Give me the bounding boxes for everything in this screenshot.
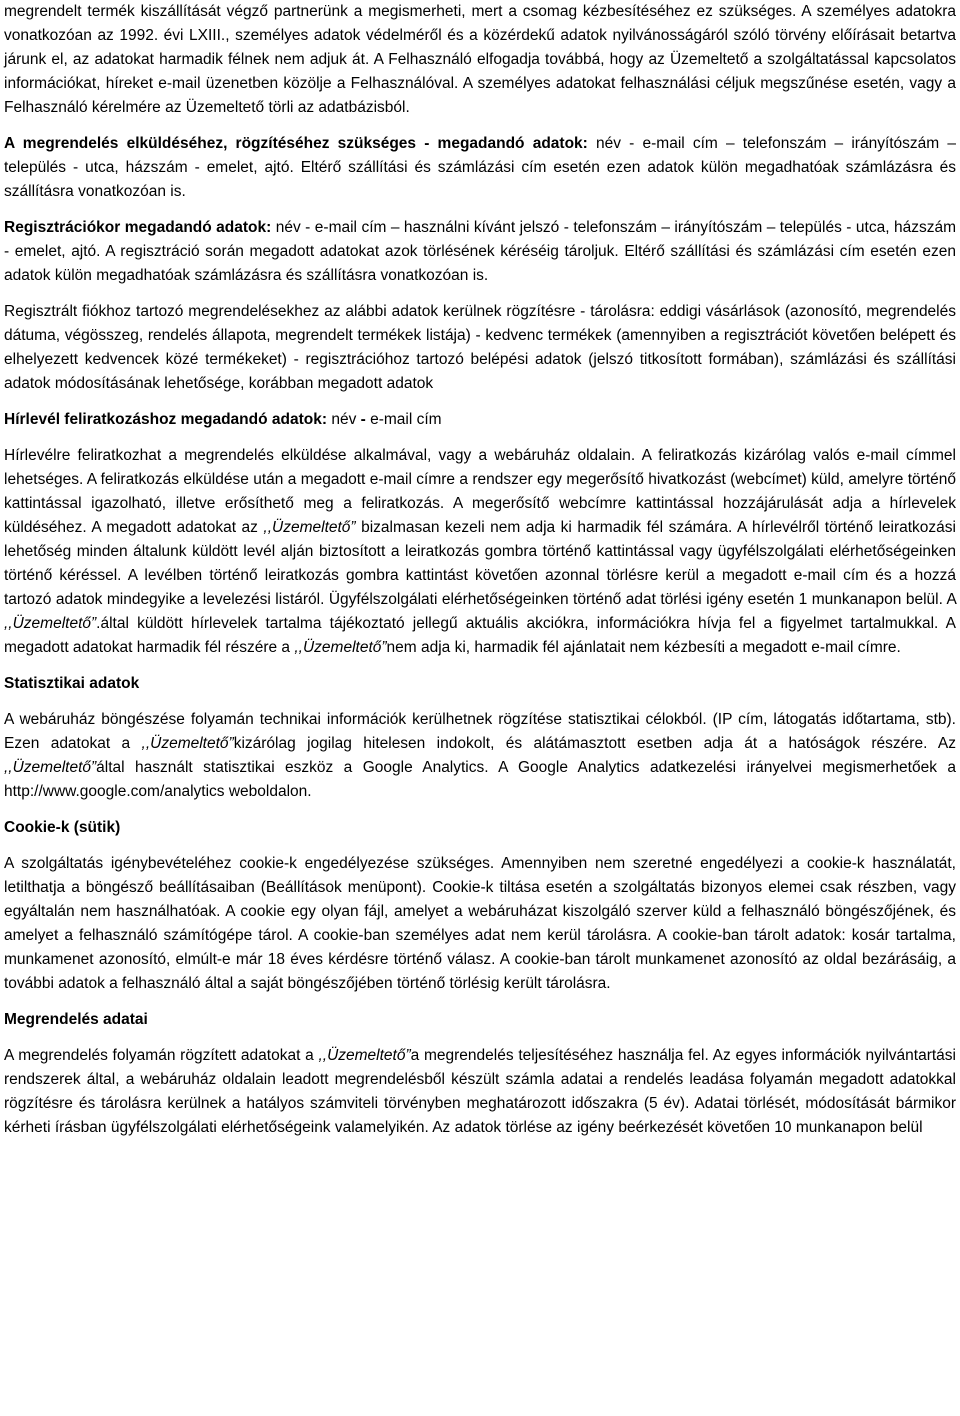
heading-cookies: Cookie-k (sütik) [4, 819, 121, 836]
paragraph-newsletter-fields [4, 408, 956, 432]
paragraph-text: .által küldött hírlevelek tartalma tájékoztató jellegű aktuális akciókra, információkra hívja fel a figyelmet tartalmukkal. A megadott adatokat harmadik fél részére a [4, 615, 956, 656]
paragraph-text: megrendelt termék kiszállítását végző partnerünk a megismerheti, mert a csomag kézbesítéséhez ez szükséges. A személyes adatokra vonatkozóan az 1992. évi LXIII., személyes adatok védelméről és a közérdekű adatok nyilvánosságáról szóló törvény előírásait betartva járunk el, az adatokat harmadik félnek nem adjuk át. A Felhasználó elfogadja továbbá, hogy az Üzemeltető a szolgáltatással kapcsolatos információkat, híreket e-mail üzenetben közölje a Felhasználóval. A személyes adatokat felhasználási céljuk megszűnése esetén, vagy a Felhasználó kérelmére az Üzemeltető törli az adatbázisból. [4, 3, 956, 116]
paragraph-registered-account [4, 300, 956, 396]
paragraph-order-required-data [4, 132, 956, 204]
bold-lead: A megrendelés elküldéséhez, rögzítéséhez szükséges - megadandó adatok: [4, 135, 588, 152]
paragraph-text: A webáruház böngészése folyamán technikai információk kerülhetnek rögzítése statisztikai célokból. (IP cím, látogatás időtartama, stb). Ezen adatokat a [4, 711, 956, 752]
paragraph-text: Hírlevélre feliratkozhat a megrendelés elküldése alkalmával, vagy a webáruház oldalain. A feliratkozás kizárólag valós e-mail címmel lehetséges. A feliratkozás elküldése után a megadott e-mail címre a rendszer egy megerősítő hivatkozást (webcímet) küld, amelyre történő kattintással igazolható, illetve erősíthető meg a feliratkozás. A megerősítő webcímre kattintással hozzájárulását adja a hírlevelek küldéséhez. A megadott adatokat az [4, 447, 956, 536]
paragraph-text: név [327, 411, 361, 428]
paragraph-text: A szolgáltatás igénybevételéhez cookie-k engedélyezése szükséges. Amennyiben nem szeretné engedélyezi a cookie-k használatát, letilthatja a böngésző beállításaiban (Beállítások menüpont). Cookie-k tiltása esetén a szolgáltatás bizonyos elemei csak részben, vagy egyáltalán nem használhatóak. A cookie egy olyan fájl, amelyet a webáruházat kiszolgáló szerver küld a felhasználó böngészőjének, és amelyet a felhasználó számítógépe tárol. A cookie-ban személyes adat nem kerül tárolásra. A cookie-ban tárolt adatok: kosár tartalma, munkamenet azonosító, elmúlt-e már 18 éves kérdésre történő válasz. A cookie-ban tárolt munkamenet azonosító az oldal bezárásáig, a további adatok a felhasználó által a saját böngészőjében történő törlésig került tárolásra. [4, 855, 956, 992]
operator-name-italic: ,,Üzemeltető” [4, 615, 97, 632]
operator-name-italic: ,,Üzemeltető” [263, 519, 356, 536]
paragraph-data-handling [4, 0, 956, 120]
operator-name-italic: ,,Üzemeltető” [294, 639, 387, 656]
paragraph-text: kizárólag jogilag hitelesen indokolt, és alátámasztott esetben adja át a hatóságok részére. Az [233, 735, 956, 752]
paragraph-text: név - e-mail cím – telefonszám – irányítószám – település - utca, házszám - emelet, ajtó. Eltérő szállítási és számlázási cím esetén ezen adatok külön megadhatóak számlázásra és szállításra vonatkozóan is. [4, 135, 957, 200]
bold-lead: Regisztrációkor megadandó adatok: [4, 219, 272, 236]
paragraph-text: a megrendelés teljesítéséhez használja fel. Az egyes információk nyilvántartási rendszerek által, a webáruház oldalain leadott megrendelésből készült számla adatai a rendelés leadása folyamán megadott adatokkal rögzítésre és tárolásra kerülnek a hatályos számviteli törvényben meghatározott időszakra (5 év). Adatai törlését, módosítását bármikor kérheti írásban ügyfélszolgálati elérhetőségeink valamelyikén. Az adatok törlése az igény beérkezését követően 10 munkanapon belül [4, 1047, 956, 1136]
paragraph-registration-data [4, 216, 956, 288]
operator-name-italic: ,,Üzemeltető” [318, 1047, 411, 1064]
operator-name-italic: ,,Üzemeltető” [4, 759, 97, 776]
operator-name-italic: ,,Üzemeltető” [141, 735, 234, 752]
paragraph-text: Regisztrált fiókhoz tartozó megrendelésekhez az alábbi adatok kerülnek rögzítésre - tárolásra: eddigi vásárlások (azonosító, megrendelés dátuma, végösszeg, rendelés állapota, megrendelt termékek listája) - kedvenc termékek (amennyiben a regisztrációt követően belépett és elhelyezett kedvencek közé termékeket) - regisztrációhoz tartozó belépési adatok (jelszó titkosított formában), számlázási és szállítási adatok módosításának lehetősége, korábban megadott adatok [4, 303, 956, 392]
paragraph-newsletter [4, 444, 956, 660]
heading-order-data: Megrendelés adatai [4, 1011, 148, 1028]
bold-dash: - [360, 411, 366, 428]
paragraph-text: A megrendelés folyamán rögzített adatokat a [4, 1047, 319, 1064]
paragraph-text: nem adja ki, harmadik fél ajánlatait nem kézbesíti a megadott e-mail címre. [386, 639, 901, 656]
heading-statistics: Statisztikai adatok [4, 675, 140, 692]
paragraph-text: név - e-mail cím – használni kívánt jelszó - telefonszám – irányítószám – település - utca, házszám - emelet, ajtó. A regisztráció során megadott adatokat azok törlésének kéréséig tároljuk. Eltérő szállítási és számlázási cím esetén ezen adatok külön megadhatóak számlázásra és szállításra vonatkozóan is. [4, 219, 956, 284]
paragraph-text: által használt statisztikai eszköz a Google Analytics. A Google Analytics adatkezelési irányelvei megismerhetőek a http://www.google.com/analytics weboldalon. [4, 759, 956, 800]
paragraph-text: e-mail cím [365, 411, 442, 428]
bold-lead: Hírlevél feliratkozáshoz megadandó adatok: [4, 411, 328, 428]
paragraph-statistics [4, 708, 956, 804]
paragraph-cookies [4, 852, 956, 996]
paragraph-text: bizalmasan kezeli nem adja ki harmadik fél számára. A hírlevélről történő leiratkozási lehetőség minden általunk küldött levél alján biztosított a leiratkozás gombra történő kattintással vagy ügyfélszolgálati elérhetőségeinken történő kéréssel. A levélben történő leiratkozás gombra kattintást követően azonnal törlésre kerül a megadott e-mail cím és a hozzá tartozó adatok mindegyike a levelezési listáról. Ügyfélszolgálati elérhetőségeinken történő adat törlési igény esetén 1 munkanapon belül. A [4, 519, 956, 608]
paragraph-order-data [4, 1044, 956, 1140]
